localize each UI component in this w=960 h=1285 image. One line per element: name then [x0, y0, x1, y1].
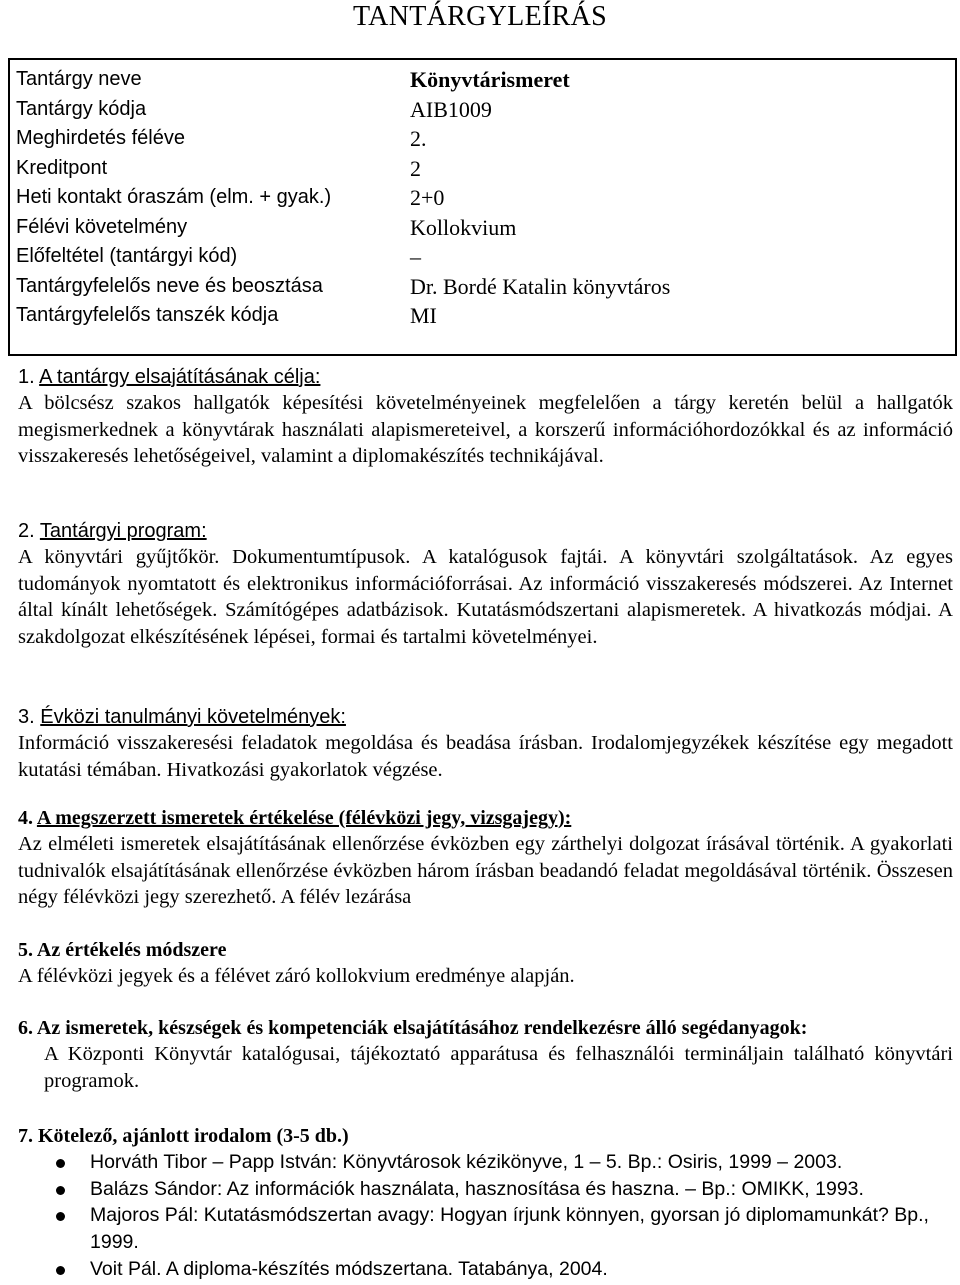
section-number: 6.	[18, 1017, 33, 1039]
section-heading	[18, 805, 953, 831]
section-materials	[18, 1015, 953, 1094]
section-program	[18, 518, 953, 651]
section-method	[18, 937, 953, 990]
info-row-department	[10, 301, 955, 330]
section-text: A félévközi jegyek és a félévet záró kollokvium eredménye alapján.	[18, 965, 575, 987]
section-text: A könyvtári gyűjtőkör. Dokumentumtípusok. A katalógusok fajtái. A könyvtári szolgáltatások. Az egyes tudományok nyomtatott és elektronikus információforrásai. Az információ visszakeresés módszerei. Az Internet által kínált lehetőségek. Számítógépes adatbázisok. Kutatásmódszertani alapismeretek. A hivatkozás módjai. A szakdolgozat elkészítésének lépései, formai és tartalmi követelményei.	[18, 546, 953, 649]
section-title: Az értékelés módszere	[36, 939, 227, 961]
info-value: AIB1009	[410, 96, 492, 122]
section-text: Információ visszakeresési feladatok megoldása és beadása írásban. Irodalomjegyzékek készítése egy megadott kutatási témában. Hivatkozási gyakorlatok végzése.	[18, 732, 953, 781]
info-label: Előfeltétel (tantárgyi kód)	[16, 245, 238, 267]
section-title: Az ismeretek, készségek és kompetenciák elsajátításához rendelkezésre álló segédanyagok:	[36, 1017, 808, 1039]
info-value: 2+0	[410, 185, 445, 210]
section-evaluation	[18, 805, 953, 911]
section-heading	[18, 1015, 953, 1041]
section-heading	[18, 364, 953, 390]
bullet-icon	[56, 1212, 65, 1221]
section-text: A Központi Könyvtár katalógusai, tájékoztató apparátusa és felhasználói termináljain található könyvtári programok.	[44, 1043, 953, 1092]
info-label: Tantárgyfelelős tanszék kódja	[16, 304, 279, 326]
info-label: Tantárgy neve	[16, 68, 142, 90]
literature-item	[18, 1149, 953, 1176]
section-literature	[18, 1123, 953, 1283]
section-number: 5.	[18, 939, 33, 961]
info-row-hours	[10, 183, 955, 212]
section-goal	[18, 364, 953, 470]
info-row-name	[10, 65, 955, 94]
info-row-prerequisite	[10, 242, 955, 271]
section-text: A bölcsész szakos hallgatók képesítési követelményeinek megfelelően a tárgy keretén belül a hallgatók megismerkednek a könyvtárak használati alapismereteivel, a korszerű információhordozókkal és az információ visszakeresés lehetőségeivel, valamint a diplomakészítés technikájával.	[18, 392, 953, 468]
info-value: Könyvtárismeret	[410, 67, 570, 92]
info-row-requirement	[10, 213, 955, 242]
document-title: TANTÁRGYLEÍRÁS	[353, 1, 607, 32]
section-title: Évközi tanulmányi követelmények:	[40, 706, 346, 728]
course-info-table	[8, 58, 957, 356]
info-label: Heti kontakt óraszám (elm. + gyak.)	[16, 186, 332, 208]
literature-list	[18, 1149, 953, 1283]
literature-item	[18, 1202, 953, 1255]
literature-text: Majoros Pál: Kutatásmódszertan avagy: Hogyan írjunk könnyen, gyorsan jó diplomamunkát? Bp., 1999.	[90, 1204, 929, 1254]
literature-text: Horváth Tibor – Papp István: Könyvtárosok kézikönyve, 1 – 5. Bp.: Osiris, 1999 – 2003.	[90, 1151, 843, 1173]
section-heading	[18, 937, 953, 963]
literature-text: Voit Pál. A diploma-készítés módszertana. Tatabánya, 2004.	[90, 1257, 608, 1280]
info-row-credits	[10, 154, 955, 183]
section-number: 4.	[18, 807, 33, 829]
info-row-semester	[10, 124, 955, 153]
info-label: Félévi követelmény	[16, 215, 188, 238]
info-value: Kollokvium	[410, 214, 517, 240]
info-value: 2.	[410, 126, 427, 151]
bullet-icon	[56, 1266, 65, 1275]
info-label: Meghirdetés féléve	[16, 127, 185, 149]
info-value: Dr. Bordé Katalin könyvtáros	[410, 273, 671, 299]
section-number: 3.	[18, 706, 35, 728]
section-heading	[18, 704, 953, 730]
section-title: A tantárgy elsajátításának célja:	[39, 366, 321, 388]
section-number: 2.	[18, 520, 35, 542]
section-title: Tantárgyi program:	[39, 520, 207, 542]
info-label: Tantárgyfelelős neve és beosztása	[16, 274, 323, 297]
info-value: MI	[410, 303, 437, 328]
section-title: A megszerzett ismeretek értékelése (félévközi jegy, vizsgajegy):	[36, 807, 572, 829]
info-row-responsible	[10, 272, 955, 301]
section-requirements	[18, 704, 953, 783]
section-title: Kötelező, ajánlott irodalom (3-5 db.)	[38, 1125, 349, 1147]
info-label: Tantárgy kódja	[16, 97, 147, 120]
literature-item	[18, 1256, 953, 1283]
bullet-icon	[56, 1186, 65, 1195]
section-text: Az elméleti ismeretek elsajátításának ellenőrzése évközben egy zárthelyi dolgozat írásával történik. A gyakorlati tudnivalók elsajátításának ellenőrzése évközben három írásban beadandó feladat megoldásával történik. Összesen négy félévközi jegy szerezhető. A félév lezárása	[18, 833, 953, 909]
section-heading	[18, 1123, 953, 1149]
section-number: 1.	[18, 366, 35, 388]
literature-item	[18, 1176, 953, 1203]
info-row-code	[10, 95, 955, 124]
section-number: 7.	[18, 1125, 33, 1147]
literature-text: Balázs Sándor: Az információk használata, hasznosítása és haszna. – Bp.: OMIKK, 1993.	[90, 1177, 864, 1200]
section-heading	[18, 518, 953, 544]
info-value: –	[410, 244, 421, 269]
bullet-icon	[56, 1159, 65, 1168]
info-value: 2	[410, 155, 421, 181]
info-label: Kreditpont	[16, 156, 108, 179]
